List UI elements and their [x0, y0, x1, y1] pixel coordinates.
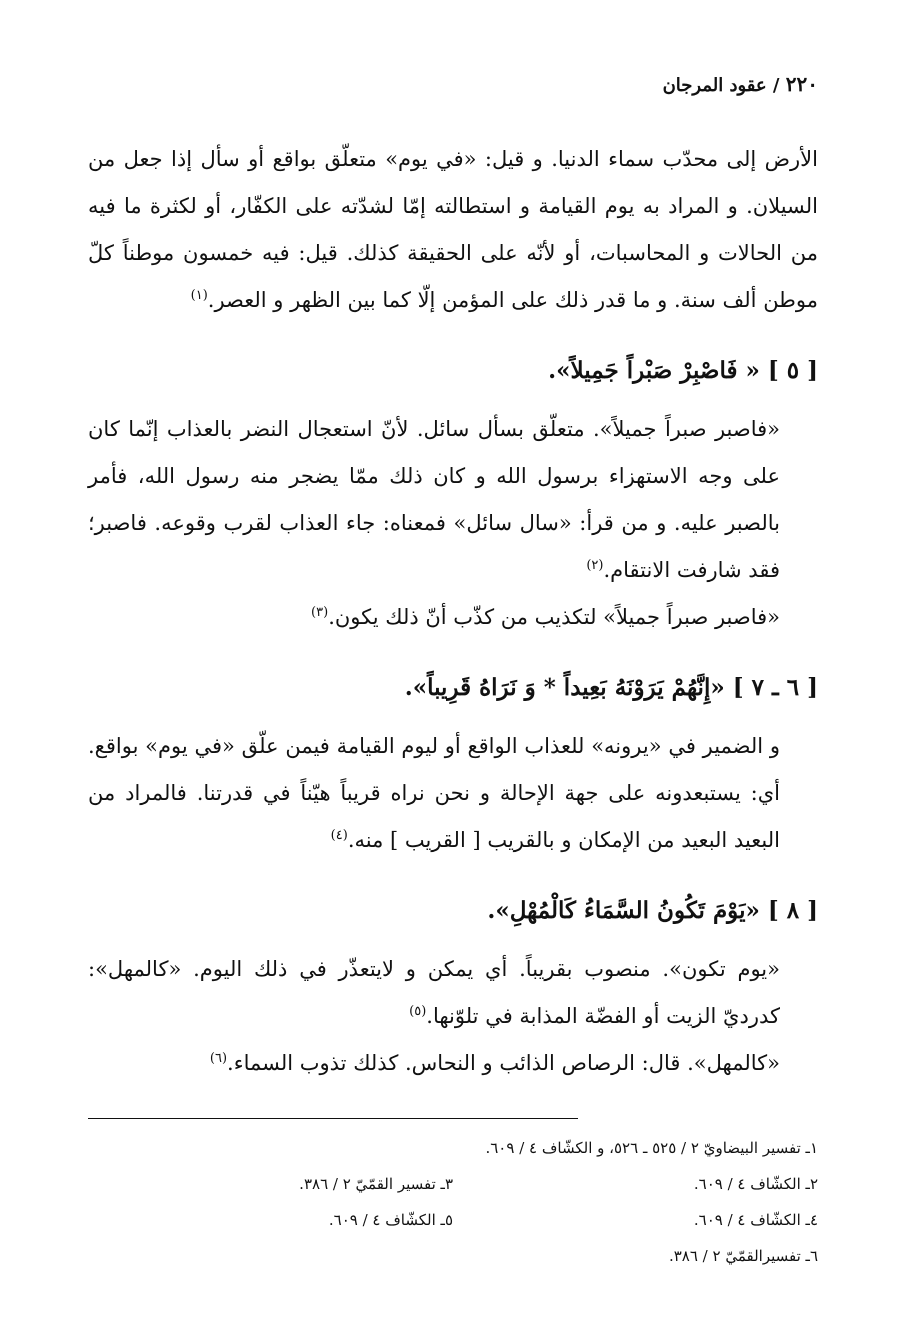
verse-heading-8: [ ٨ ] «يَوْمَ تَكُونُ السَّمَاءُ كَالْمُهْلِ».: [487, 897, 818, 924]
paragraph-6-text: «كالمهل». قال: الرصاص الذائب و النحاس. كذلك تذوب السماء.: [227, 1051, 780, 1075]
footnote-ref-1[interactable]: (١): [190, 288, 208, 303]
paragraph-1-text: الأرض إلى محدّب سماء الدنيا. و قيل: «في يوم» متعلّق بواقع أو سأل إذا جعل من السيلان. و المراد به يوم القيامة و استطالته إمّا لشدّته على الكفّار، أو لكثرة ما فيه من الحالات و المحاسبات، أو لأنّه على الحقيقة كذلك. قيل: فيه خمسون موطناً كلّ موطن ألف سنة. و ما قدر ذلك على المؤمن إلّا كما بين الظهر و العصر.: [88, 147, 818, 312]
footnote-ref-2[interactable]: (٢): [586, 558, 604, 573]
header-separator: /: [766, 75, 786, 96]
paragraph-2: [88, 406, 818, 594]
footnote-ref-4[interactable]: (٤): [330, 828, 348, 843]
verse-heading-6-7: [ ٦ ـ ٧ ] «إِنَّهُمْ يَرَوْنَهُ بَعِيداً * وَ نَرَاهُ قَرِيباً».: [404, 674, 818, 701]
footnote-ref-6[interactable]: (٦): [209, 1051, 228, 1066]
verse-heading-5: [ ٥ ] « فَاصْبِرْ صَبْراً جَمِيلاً».: [548, 357, 818, 384]
footnote-row-2: [88, 1166, 818, 1202]
footnote-divider: [88, 1118, 578, 1119]
book-title: عقود المرجان: [662, 75, 767, 96]
footnote-4: ٤ـ الكشّاف ٤ / ٦٠٩.: [693, 1211, 818, 1229]
main-text: [88, 136, 818, 1087]
footnote-ref-5[interactable]: (٥): [409, 1004, 427, 1019]
paragraph-5-text: «يوم تكون». منصوب بقريباً. أي يمكن و لايتعذّر في ذلك اليوم. «كالمهل»: كدرديّ الزيت أو الفضّة المذابة في تلوّنها.: [88, 957, 780, 1028]
page-number: ٢٢٠: [785, 72, 818, 96]
footnote-2: ٢ـ الكشّاف ٤ / ٦٠٩.: [693, 1175, 818, 1193]
running-header: [663, 72, 818, 96]
paragraph-1: [88, 136, 818, 324]
footnotes: [88, 1130, 818, 1274]
footnote-row-4: [88, 1238, 818, 1274]
footnote-row-3: [88, 1202, 818, 1238]
paragraph-4-text: و الضمير في «يرونه» للعذاب الواقع أو ليوم القيامة فيمن علّق «في يوم» بواقع. أي: يستبعدونه على جهة الإحالة و نحن نراه قريباً هيّناً في قدرتنا. فالمراد من البعيد البعيد من الإمكان و بالقريب [ القريب ] منه.: [88, 734, 780, 852]
footnote-ref-3[interactable]: (٣): [311, 605, 329, 620]
paragraph-2-text: «فاصبر صبراً جميلاً». متعلّق بسأل سائل. لأنّ استعجال النضر بالعذاب إنّما كان على وجه الاستهزاء برسول الله و كان ذلك ممّا يضجر منه رسول الله، فأمر بالصبر عليه. و من قرأ: «سال سائل» فمعناه: جاء العذاب لقرب وقوعه. فاصبر؛ فقد شارفت الانتقام.: [88, 417, 780, 582]
footnote-6: ٦ـ تفسيرالقمّيّ ٢ / ٣٨٦.: [668, 1247, 818, 1265]
footnote-5: ٥ـ الكشّاف ٤ / ٦٠٩.: [328, 1211, 453, 1229]
paragraph-5: [88, 946, 818, 1040]
footnote-row-1: [88, 1130, 818, 1166]
paragraph-6: [88, 1040, 818, 1087]
paragraph-3: [88, 594, 818, 641]
page: [88, 0, 818, 1326]
footnote-3: ٣ـ تفسير القمّيّ ٢ / ٣٨٦.: [299, 1175, 453, 1193]
paragraph-3-text: «فاصبر صبراً جميلاً» لتكذيب من كذّب أنّ ذلك يكون.: [328, 605, 780, 629]
footnote-1: ١ـ تفسير البيضاويّ ٢ / ٥٢٥ ـ ٥٢٦، و الكشّاف ٤ / ٦٠٩.: [485, 1139, 818, 1157]
paragraph-4: [88, 723, 818, 864]
